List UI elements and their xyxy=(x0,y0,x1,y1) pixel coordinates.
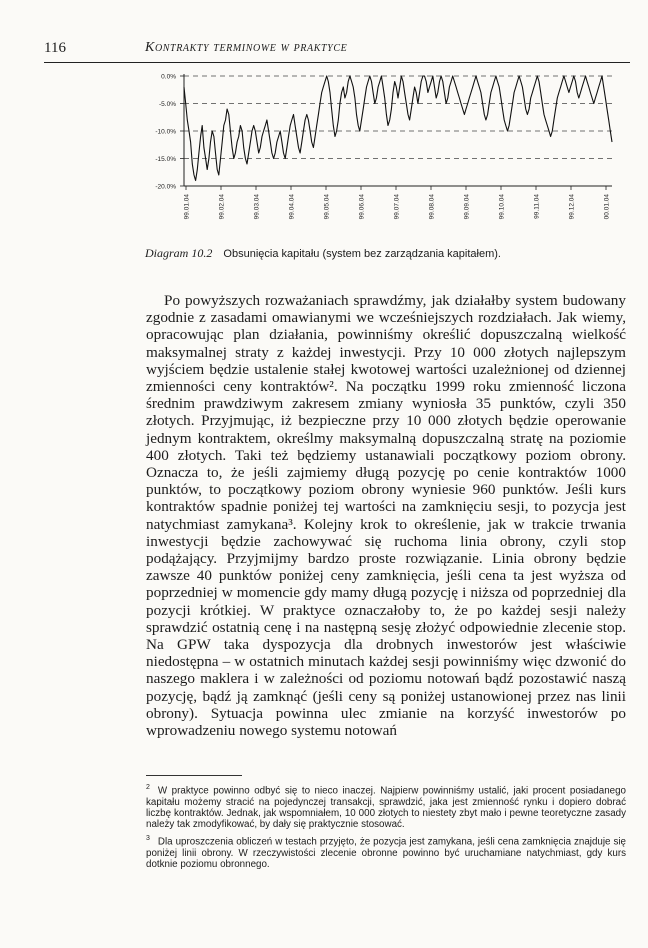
drawdown-chart xyxy=(0,0,648,251)
footnote-text: Dla uproszczenia obliczeń w testach przyjęto, że pozycja jest zamykana, jeśli cena zamknięcia znajduje się poniżej linii obrony. W rzeczywistości zlecenie obronne powinno być uruchamiane natychmiast, gdy kurs dotknie poziomu obronnego. xyxy=(146,836,626,870)
y-tick-label: -10.0% xyxy=(155,128,176,136)
footnote-mark: 3 xyxy=(146,834,150,842)
y-tick-label: -5.0% xyxy=(159,101,176,108)
x-tick-label: 99.04.04 xyxy=(288,194,296,220)
footnotes xyxy=(146,782,626,872)
x-tick-label: 99.10.04 xyxy=(498,194,506,220)
x-tick-label: 99.05.04 xyxy=(323,194,331,220)
x-tick-label: 99.06.04 xyxy=(358,194,366,220)
footnote-text: W praktyce powinno odbyć się to nieco inaczej. Najpierw powinniśmy ustalić, jaki procent posiadanego kapitału możemy stracić na pojedynczej transakcji, sprawdzić, jaka jest zmienność rynku i dopiero dobrać liczbę kontraktów. Jednak, jak wspomniałem, 10 000 złotych to niestety zbyt mało i pewne teoretyczne zasady należy tak zmodyfikować, by dały się praktycznie stosować. xyxy=(146,785,626,831)
x-tick-label: 99.02.04 xyxy=(218,194,226,220)
x-tick-label: 99.09.04 xyxy=(463,194,471,220)
x-tick-label: 99.12.04 xyxy=(568,194,576,220)
footnote-3 xyxy=(146,833,626,870)
x-tick-label: 99.03.04 xyxy=(253,194,261,220)
x-tick-label: 99.11.04 xyxy=(533,194,541,219)
footnote-2 xyxy=(146,782,626,831)
drawdown-chart-svg xyxy=(0,0,648,246)
body-paragraph: Po powyższych rozważaniach sprawdźmy, jak działałby system budowany zgodnie z zasadami omawianymi we wcześniejszych rozdziałach. Jak wiemy, opracowując plan działania, powinniśmy określić dopuszczalną wielkość maksymalnej straty z każdej inwestycji. Przy 10 000 złotych najlepszym wyjściem będzie ustalenie stałej kwotowej wartości uzależnionej od dziennej zmienności ceny kontraktów². Na początku 1999 roku zmienność liczona średnim prawdziwym zakresem zmiany wyniosła 35 punktów, czyli 350 złotych. Przyjmując, iż bezpieczne przy 10 000 złotych będzie operowanie jednym kontraktem, określmy maksymalną dopuszczalną stratę na poziomie 400 złotych. Taki też będziemy ustanawiali początkowy poziom obrony. Oznacza to, że jeśli zajmiemy długą pozycję po cenie kontraktów 1000 punktów, to początkowy poziom obrony wyniesie 960 punktów. Jeśli kurs kontraktów spadnie poniżej tej wartości na zamknięciu sesji, to pozycja jest natychmiast zamykana³. Kolejny krok to określenie, jak w trakcie trwania inwestycji będzie zachowywać się ruchoma linia obrony, czyli stop podążający. Przyjmijmy bardzo proste rozwiązanie. Linia obrony będzie zawsze 40 punktów poniżej ceny zamknięcia, jeśli cena ta jest wyższa od poprzedniej w momencie gdy mamy długą pozycję i niższa od poprzedniej dla pozycji krótkiej. W praktyce oznaczałoby to, że po każdej sesji należy sprawdzić ostatnią cenę i na następną sesję złożyć odpowiednie zlecenie stop. Na GPW taka dyspozycja dla drobnych inwestorów jest właściwie niedostępna – w ostatnich minutach każdej sesji powinniśmy więc dzwonić do naszego maklera i w zależności od poziomu notowań bądź pozostawić naszą pozycję, bądź ją zamknąć (jeśli ceny są poniżej ustanowionej przez nas linii obrony). Sytuacja powinna ulec zmianie na korzyść inwestorów po wprowadzeniu nowego systemu notowań xyxy=(146,292,626,740)
footnote-rule xyxy=(146,775,242,776)
series-line-drawdown xyxy=(184,76,612,181)
x-tick-label: 99.07.04 xyxy=(393,194,401,220)
figure-caption xyxy=(145,246,501,261)
x-tick-label: 99.01.04 xyxy=(183,194,191,220)
body-text xyxy=(146,292,626,739)
caption-label: Diagram 10.2 xyxy=(145,246,213,260)
caption-text: Obsunięcia kapitału (system bez zarządzania kapitałem). xyxy=(223,248,501,260)
x-tick-label: 00.01.04 xyxy=(603,194,611,220)
y-tick-label: -15.0% xyxy=(155,156,176,163)
page-number: 116 xyxy=(44,40,66,56)
footnote-mark: 2 xyxy=(146,784,150,791)
x-tick-label: 99.08.04 xyxy=(428,194,436,220)
running-title: Kontrakty terminowe w praktyce xyxy=(145,40,348,55)
y-tick-label: -20.0% xyxy=(155,183,176,191)
y-tick-label: 0.0% xyxy=(161,73,176,81)
